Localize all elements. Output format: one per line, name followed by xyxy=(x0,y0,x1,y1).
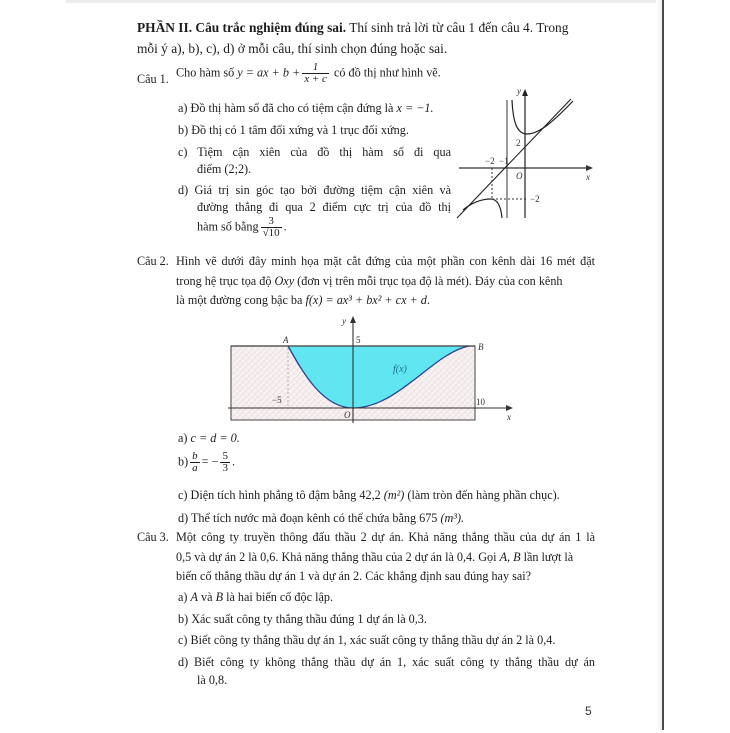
q3-option-c[interactable]: c) Biết công ty thắng thầu dự án 1, xác suất công ty thắng thầu dự án 2 là 0,4. xyxy=(178,633,556,647)
q1-x-axis-arrow xyxy=(586,165,593,171)
q1-option-a-text: a) Đồ thị hàm số đã cho có tiệm cận đứng là xyxy=(178,101,394,115)
q1-option-d-frac-den: √10 xyxy=(262,227,280,239)
q2-option-b-frac2-den: 3 xyxy=(222,462,228,474)
q2-x-axis-label: x xyxy=(507,412,511,422)
q1-tick-y-minus2: −2 xyxy=(530,194,540,204)
q2-stem-end: . xyxy=(426,293,430,307)
q2-stem-line3-pre: là một đường cong bậc ba xyxy=(176,293,303,307)
q1-option-d-end: . xyxy=(283,219,287,234)
q2-stem-line2 xyxy=(176,274,563,289)
q1-formula-fraction xyxy=(302,62,329,85)
q2-option-d-pre: d) Thể tích nước mà đoạn kênh có thể chứa bằng xyxy=(178,511,417,525)
q3-option-d-line2: là 0,8. xyxy=(197,673,228,687)
q1-label: Câu 1. xyxy=(137,72,169,86)
q2-option-b-prefix: b) xyxy=(178,454,189,469)
q1-option-c-line1[interactable]: c) Tiệm cận xiên của đồ thị hàm số đi qua xyxy=(178,145,451,159)
q1-option-d-line3-text: hàm số bằng xyxy=(197,219,259,234)
q3-option-a-var-a: A xyxy=(190,590,198,604)
q3-stem-line3: biến cố thắng thầu dự án 1 và dự án 2. Các khẳng định sau đúng hay sai? xyxy=(176,569,532,583)
q1-tick-2: 2 xyxy=(516,138,521,148)
q2-tick-minus5: −5 xyxy=(272,395,282,405)
q3-stem-line1: Một công ty truyền thông đấu thầu 2 dự án. Khả năng thắng thầu của dự án 1 là xyxy=(176,530,595,544)
q1-option-a-math: x = −1. xyxy=(396,101,434,115)
q2-option-c[interactable] xyxy=(178,488,560,503)
section-instruction-2: mỗi ý a), b), c), d) ở mỗi câu, thí sinh chọn đúng hoặc sai. xyxy=(137,41,448,56)
q1-formula: y = ax + b + xyxy=(237,65,301,80)
q1-option-b[interactable]: b) Đồ thị có 1 tâm đối xứng và 1 trục đối xứng. xyxy=(178,123,409,137)
section-instruction-1: Thí sinh trả lời từ câu 1 đến câu 4. Trong xyxy=(349,20,569,35)
q2-curve-label: f(x) xyxy=(393,364,407,375)
q2-option-c-value: 42,2 xyxy=(359,488,381,502)
q1-graph-figure xyxy=(455,82,607,220)
q2-option-a-prefix: a) xyxy=(178,431,188,445)
q2-option-b[interactable] xyxy=(178,451,235,474)
q3-label: Câu 3. xyxy=(137,530,169,544)
q2-stem-line2-post: (đơn vị trên mỗi trục tọa độ là mét). Đáy của con kênh xyxy=(297,274,563,288)
q3-stem-vars: A, B xyxy=(499,550,521,564)
q2-point-b-label: B xyxy=(478,342,484,352)
page-number: 5 xyxy=(585,704,592,718)
q2-option-b-frac2 xyxy=(220,451,230,474)
q2-option-b-eq: = − xyxy=(201,454,219,469)
q1-tick-minus2: −2 xyxy=(485,156,495,166)
q3-option-a[interactable] xyxy=(178,590,333,605)
section-title: PHẦN II. Câu trắc nghiệm đúng sai. xyxy=(137,20,347,35)
q2-stem-line3 xyxy=(176,293,430,308)
q2-option-a[interactable] xyxy=(178,431,240,446)
q1-formula-num: 1 xyxy=(302,62,329,74)
q1-option-d-line3 xyxy=(197,216,287,239)
q2-option-d-value: 675 xyxy=(419,511,438,525)
q3-stem-line2 xyxy=(176,550,573,565)
q2-y-axis-label: y xyxy=(342,316,346,326)
q2-option-c-unit: (m²) xyxy=(383,488,405,502)
q1-stem-post: có đồ thị như hình vẽ. xyxy=(333,65,441,80)
q2-tick-10: 10 xyxy=(476,397,485,407)
q1-curve-lower-branch xyxy=(463,199,502,218)
q2-option-b-frac1-num: b xyxy=(192,450,198,462)
q1-stem xyxy=(176,62,441,85)
q1-formula-den: x + c xyxy=(304,73,327,85)
q1-option-d-line2: đường thẳng đi qua 2 điểm cực trị của đồ thị xyxy=(197,200,451,214)
q2-option-d-unit: (m³). xyxy=(440,511,465,525)
q1-option-c-line2: điểm (2;2). xyxy=(197,162,252,176)
q1-stem-pre: Cho hàm số xyxy=(176,65,235,80)
q2-option-d[interactable] xyxy=(178,511,464,526)
q1-option-a[interactable] xyxy=(178,101,434,116)
q3-option-a-post: là hai biến cố độc lập. xyxy=(226,590,334,604)
section-header-line1 xyxy=(137,18,568,38)
q1-y-axis-label: y xyxy=(517,86,521,96)
q1-option-d-line1[interactable]: d) Giá trị sin góc tạo bởi đường tiệm cận xiên và xyxy=(178,183,451,197)
q2-stem-line1: Hình vẽ dưới đây minh họa mặt cắt đứng của một phần con kênh dài 16 mét đặt xyxy=(176,254,595,268)
q2-canal-figure xyxy=(228,313,518,423)
q2-stem-formula: f(x) = ax³ + bx² + cx + d xyxy=(305,293,427,307)
q2-y-axis-arrow xyxy=(350,316,356,323)
q3-option-d-line1[interactable]: d) Biết công ty không thắng thầu dự án 1, xác suất công ty thắng thầu dự án xyxy=(178,655,595,669)
q3-stem-line2-pre: 0,5 và dự án 2 là 0,6. Khả năng thắng thầu của 2 dự án là 0,4. Gọi xyxy=(176,550,497,564)
page-binding-line xyxy=(662,0,664,730)
q2-point-a-label: A xyxy=(283,335,289,345)
q2-tick-5: 5 xyxy=(356,335,361,345)
q3-option-a-mid: và xyxy=(201,590,213,604)
q3-option-b[interactable]: b) Xác suất công ty thắng thầu đúng 1 dự án là 0,3. xyxy=(178,612,427,626)
q1-origin-label: O xyxy=(516,171,523,181)
q1-x-axis-label: x xyxy=(586,172,590,182)
q1-curve-upper-branch xyxy=(512,100,573,134)
q1-option-d-fraction xyxy=(261,216,282,239)
q2-origin-label: O xyxy=(344,410,351,420)
q1-y-axis-arrow xyxy=(522,89,528,96)
q2-option-c-post: (làm tròn đến hàng phần chục). xyxy=(407,488,560,502)
q3-option-a-var-b: B xyxy=(215,590,224,604)
q2-option-c-pre: c) Diện tích hình phẳng tô đậm bằng xyxy=(178,488,357,502)
q1-option-d-frac-num: 3 xyxy=(261,216,282,228)
q2-stem-oxy: Oxy xyxy=(274,274,295,288)
q2-option-b-frac1 xyxy=(190,451,200,474)
q2-option-b-frac2-num: 5 xyxy=(222,450,228,462)
q2-option-b-end: . xyxy=(231,454,235,469)
q2-option-a-math: c = d = 0. xyxy=(190,431,240,445)
q1-tick-minus1: −1 xyxy=(499,156,509,166)
q2-option-b-frac1-den: a xyxy=(192,462,198,474)
q2-label: Câu 2. xyxy=(137,254,169,268)
q3-stem-line2-post: lần lượt là xyxy=(523,550,574,564)
q2-stem-line2-pre: trong hệ trục tọa độ xyxy=(176,274,272,288)
q2-x-axis-arrow xyxy=(506,405,513,411)
q3-option-a-prefix: a) xyxy=(178,590,188,604)
